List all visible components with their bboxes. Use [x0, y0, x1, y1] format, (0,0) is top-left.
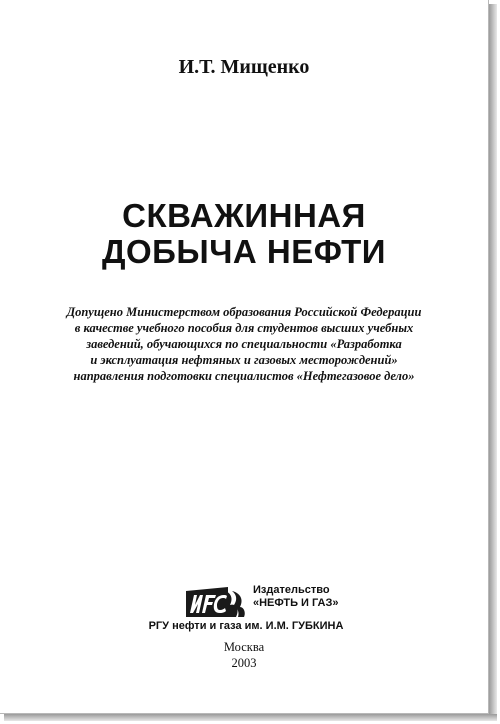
publisher-label: Издательство	[253, 584, 330, 596]
publisher-logo-icon	[184, 585, 248, 619]
approval-statement	[0, 304, 488, 384]
university-name: РГУ нефти и газа им. И.М. ГУБКИНА	[148, 620, 344, 632]
publication-year: 2003	[231, 656, 257, 670]
publisher-name	[253, 584, 339, 610]
approval-line: направления подготовки специалистов «Нефтегазовое дело»	[73, 369, 415, 383]
author-name: И.Т. Мищенко	[178, 56, 310, 78]
publisher-title: «НЕФТЬ И ГАЗ»	[253, 597, 339, 609]
approval-line: Допущено Министерством образования Российской Федерации	[66, 305, 422, 319]
page-shadow-bottom	[4, 714, 497, 721]
approval-line: заведений, обучающихся по специальности «Разработка	[86, 337, 402, 351]
approval-line: и эксплуатация нефтяных и газовых месторождений»	[90, 353, 398, 367]
book-title-line-2: ДОБЫЧА НЕФТИ	[101, 233, 387, 270]
approval-line: в качестве учебного пособия для студентов высших учебных	[74, 321, 414, 335]
publication-city: Москва	[223, 640, 265, 654]
page-shadow-right	[489, 4, 497, 717]
book-title-line-1: СКВАЖИННАЯ	[122, 197, 366, 234]
